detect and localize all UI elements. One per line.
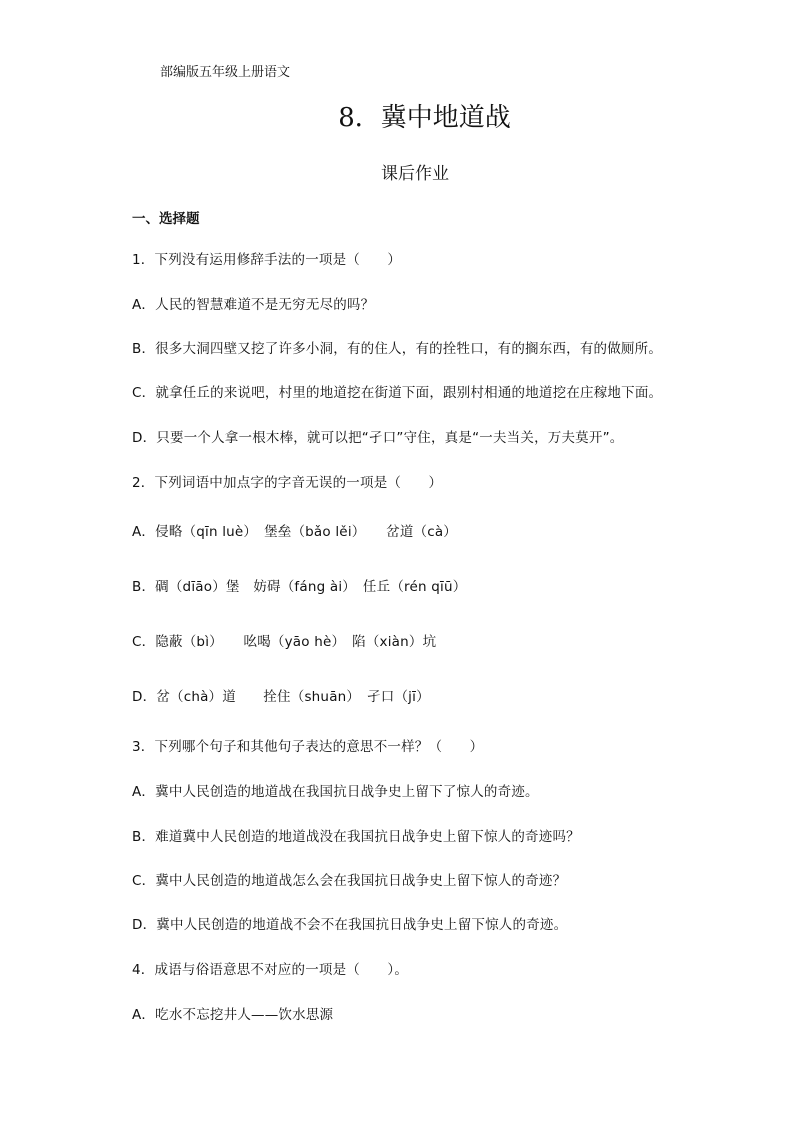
question-4-stem: 4．成语与俗语意思不对应的一项是（ ）。 xyxy=(132,962,409,978)
question-3-option-c: C．冀中人民创造的地道战怎么会在我国抗日战争史上留下惊人的奇迹？ xyxy=(132,873,567,889)
question-2-option-c: C．隐蔽（bì） 吆喝（yāo hè） 陷（xiàn）坑 xyxy=(132,634,437,650)
question-1-option-b: B．很多大洞四壁又挖了许多小洞，有的住人，有的拴牲口，有的搁东西，有的做厕所。 xyxy=(132,341,663,357)
question-1-option-d: D．只要一个人拿一根木棒，就可以把“孑口”守住，真是“一夫当关，万夫莫开”。 xyxy=(132,430,624,446)
document-title: 8．冀中地道战 xyxy=(338,103,511,133)
question-2-option-b: B．碉（dīāo）堡 妨碍（fáng ài） 任丘（rén qīū） xyxy=(132,579,467,595)
question-3-option-b: B．难道冀中人民创造的地道战没在我国抗日战争史上留下惊人的奇迹吗？ xyxy=(132,829,580,845)
question-3-option-d: D．冀中人民创造的地道战不会不在我国抗日战争史上留下惊人的奇迹。 xyxy=(132,917,568,933)
question-3-stem: 3．下列哪个句子和其他句子表达的意思不一样？（ ） xyxy=(132,739,484,755)
question-1-stem: 1．下列没有运用修辞手法的一项是（ ） xyxy=(132,252,402,268)
document-subtitle: 课后作业 xyxy=(381,164,449,184)
section-heading: 一、选择题 xyxy=(132,211,200,227)
question-1-option-c: C．就拿任丘的来说吧，村里的地道挖在街道下面，跟别村相通的地道挖在庄稼地下面。 xyxy=(132,385,663,401)
question-4-option-a: A．吃水不忘挖井人——饮水思源 xyxy=(132,1007,334,1023)
question-3-option-a: A．冀中人民创造的地道战在我国抗日战争史上留下了惊人的奇迹。 xyxy=(132,784,539,800)
question-2-option-d: D．岔（chà）道 拴住（shuān） 孑口（jī） xyxy=(132,689,430,705)
header-note: 部编版五年级上册语文 xyxy=(160,65,291,80)
question-2-option-a: A．侵略（qīn luè） 堡垒（bǎo lěi） 岔道（cà） xyxy=(132,524,458,540)
question-2-stem: 2．下列词语中加点字的字音无误的一项是（ ） xyxy=(132,475,443,491)
question-1-option-a: A．人民的智慧难道不是无穷无尽的吗？ xyxy=(132,297,375,313)
